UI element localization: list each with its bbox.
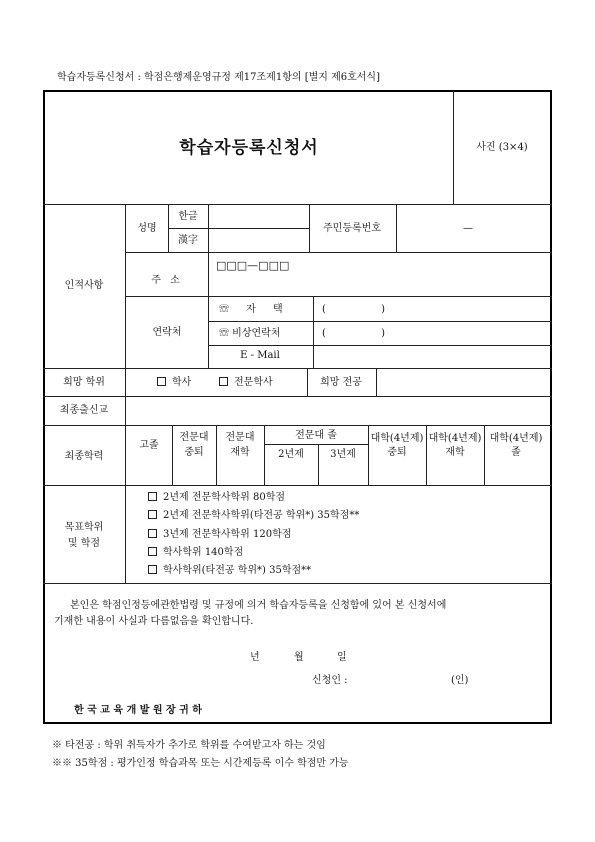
footnote-1: ※ 타전공 : 학위 취득자가 추가로 학위를 수여받고자 하는 것임 <box>52 740 326 751</box>
personal-info-label: 인적사항 <box>64 280 104 291</box>
edu-univ-graduate-status: 졸 <box>511 447 521 458</box>
name-hanja-label: 漢字 <box>178 235 198 246</box>
seal-mark: (인) <box>451 675 469 686</box>
target-credits-label: 및 학점 <box>67 538 101 549</box>
edu-univ-enrolled-status: 재학 <box>445 447 465 458</box>
zip-code-field[interactable]: □□□—□□□ <box>216 259 290 272</box>
final-school-field[interactable] <box>127 398 550 423</box>
checkbox-icon[interactable] <box>157 377 166 386</box>
checkbox-icon[interactable] <box>148 492 157 501</box>
applicant-name-field[interactable] <box>360 672 445 688</box>
date-month: 월 <box>294 652 304 663</box>
recipient: 한 국 교 육 개 발 원 장 귀 하 <box>74 705 202 716</box>
degree-bachelor-option[interactable]: 학사 <box>157 377 191 388</box>
final-school-label: 최종출신교 <box>59 405 109 416</box>
address-field[interactable] <box>210 274 550 294</box>
date-year: 년 <box>250 652 260 663</box>
emergency-phone-label: ☏ 비상연락처 <box>219 328 281 339</box>
checkbox-icon[interactable] <box>148 510 157 519</box>
edu-univ-enrolled: 대학(4년제) <box>428 433 482 444</box>
checkbox-icon[interactable] <box>148 547 157 556</box>
final-education-label: 최종학력 <box>64 451 104 462</box>
applicant-label: 신청인 : <box>312 675 348 686</box>
email-field[interactable] <box>315 347 550 367</box>
contact-label: 연락처 <box>152 327 182 338</box>
form-reference: 학습자등록신청서 : 학점은행제운영규정 제17조제1항의 [별지 제6호서식] <box>57 72 380 83</box>
edu-highschool-cell[interactable] <box>127 466 170 483</box>
desired-degree-label: 희망 학위 <box>63 377 105 388</box>
name-hanja-field[interactable] <box>210 230 307 250</box>
email-label: E - Mail <box>240 350 280 361</box>
checkbox-icon[interactable] <box>148 529 157 538</box>
target-option[interactable]: 학사학위 140학점 <box>148 547 243 558</box>
emergency-phone-field[interactable]: ( ) <box>322 328 385 339</box>
desired-major-field[interactable] <box>378 370 550 394</box>
edu-jc-dropout-status: 중퇴 <box>184 447 204 458</box>
target-option[interactable]: 2년제 전문학사학위(타전공 학위*) 35학점** <box>148 510 359 521</box>
edu-univ-dropout-status: 중퇴 <box>387 447 407 458</box>
rrn-label: 주민등록번호 <box>323 223 381 234</box>
edu-jc-3yr: 3년제 <box>330 449 356 460</box>
target-degree-label: 목표학위 <box>64 522 104 533</box>
edu-jc-graduate: 전문대 졸 <box>295 430 337 441</box>
name-hangul-label: 한글 <box>178 211 198 222</box>
target-option[interactable]: 2년제 전문학사학위 80학점 <box>148 492 285 503</box>
footnote-2: ※※ 35학점 : 평가인정 학습과목 또는 시간제등록 이수 학점만 가능 <box>52 758 349 769</box>
target-option[interactable]: 3년제 전문학사학위 120학점 <box>148 529 291 540</box>
declaration-line-1: 본인은 학점인정등에관한법령 및 규정에 의거 학습자등록을 신청함에 있어 본 신청서에 <box>70 600 447 611</box>
edu-jc-enrolled-status: 재학 <box>230 447 250 458</box>
target-option[interactable]: 학사학위(타전공 학위*) 35학점** <box>148 565 311 576</box>
desired-major-label: 희망 전공 <box>320 377 362 388</box>
edu-jc-dropout: 전문대 <box>179 432 209 443</box>
edu-highschool: 고졸 <box>139 440 159 451</box>
form-title: 학습자등록신청서 <box>179 138 319 158</box>
home-phone-label: ☏ 자 택 <box>219 304 283 315</box>
name-hangul-field[interactable] <box>210 206 307 226</box>
edu-jc-2yr: 2년제 <box>278 449 304 460</box>
declaration-line-2: 기재한 내용이 사실과 다름없음을 확인합니다. <box>54 616 254 627</box>
checkbox-icon[interactable] <box>219 377 228 386</box>
photo-placeholder-label: 사진 (3×4) <box>476 142 528 153</box>
checkbox-icon[interactable] <box>148 565 157 574</box>
rrn-field[interactable]: — <box>463 223 473 234</box>
address-label: 주 소 <box>151 275 183 286</box>
edu-jc-enrolled: 전문대 <box>225 432 255 443</box>
degree-associate-option[interactable]: 전문학사 <box>219 377 273 388</box>
home-phone-field[interactable]: ( ) <box>322 304 385 315</box>
date-day: 일 <box>337 652 347 663</box>
name-label: 성명 <box>137 223 157 234</box>
edu-univ-dropout: 대학(4년제) <box>370 433 424 444</box>
edu-univ-graduate: 대학(4년제) <box>489 433 543 444</box>
